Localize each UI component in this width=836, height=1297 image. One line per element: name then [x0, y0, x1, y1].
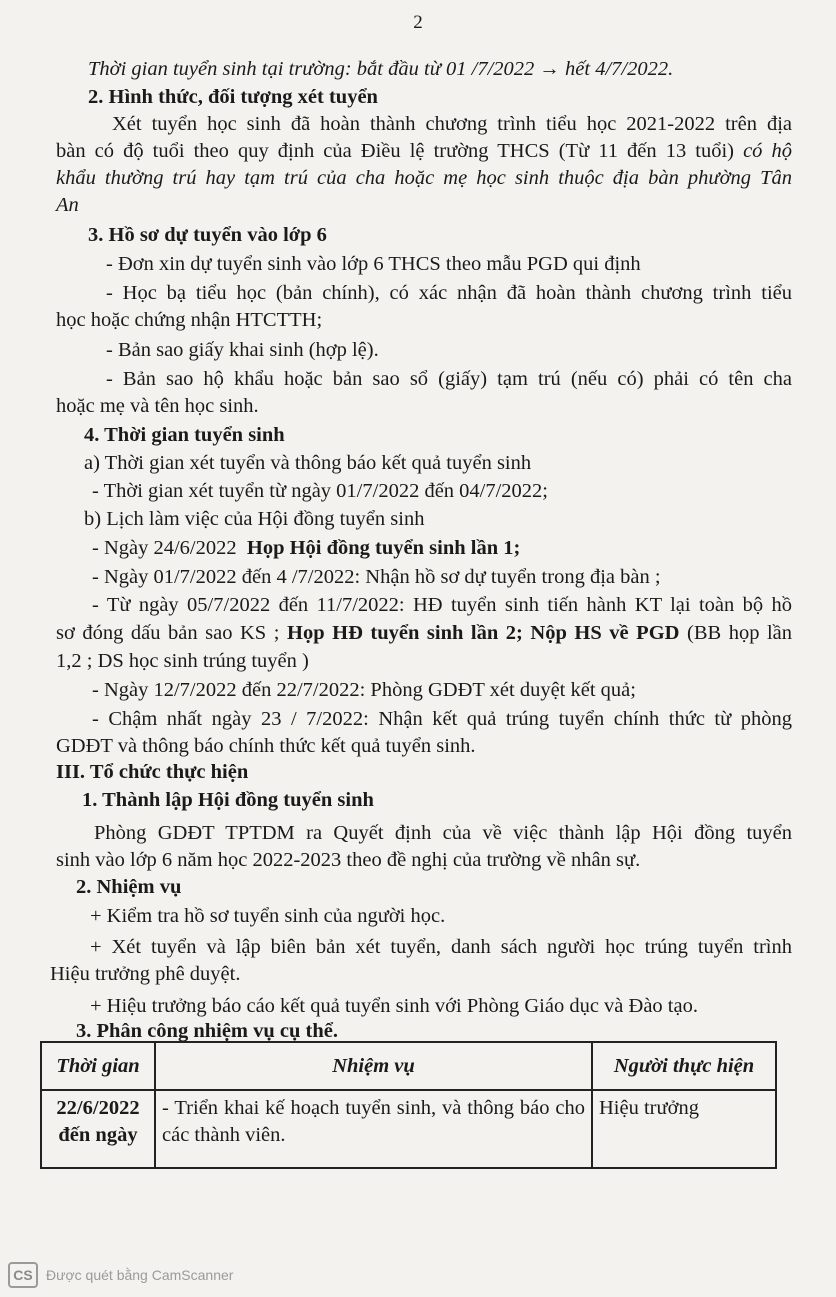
enrollment-time-line: Thời gian tuyển sinh tại trường: bắt đầu từ 01 /7/2022 → hết 4/7/2022. [88, 58, 674, 80]
section-2-heading: 2. Hình thức, đối tượng xét tuyển [88, 86, 378, 108]
section-4-heading: 4. Thời gian tuyển sinh [84, 424, 285, 446]
section-3-heading: 3. Hồ sơ dự tuyển vào lớp 6 [88, 224, 327, 246]
table-row [41, 1090, 776, 1168]
header-task: Nhiệm vụ [155, 1042, 592, 1090]
watermark-text: Được quét bằng CamScanner [46, 1267, 234, 1283]
page-number: 2 [413, 12, 423, 33]
part-3-subheading-1: 1. Thành lập Hội đồng tuyển sinh [82, 789, 374, 811]
cell-person: Hiệu trưởng [592, 1090, 776, 1168]
cell-task: - Triển khai kế hoạch tuyển sinh, và thông báo cho các thành viên. [155, 1090, 592, 1168]
table-header-row [41, 1042, 776, 1090]
part-3-subheading-2: 2. Nhiệm vụ [76, 876, 182, 898]
part-3-heading: III. Tổ chức thực hiện [56, 761, 249, 783]
camscanner-logo-icon: CS [8, 1262, 38, 1288]
camscanner-watermark [8, 1262, 233, 1288]
part-3-subheading-3: 3. Phân công nhiệm vụ cụ thể. [76, 1020, 338, 1042]
cell-time: 22/6/2022 đến ngày [41, 1090, 155, 1168]
assignment-table [40, 1041, 777, 1169]
header-person: Người thực hiện [592, 1042, 776, 1090]
header-time: Thời gian [41, 1042, 155, 1090]
